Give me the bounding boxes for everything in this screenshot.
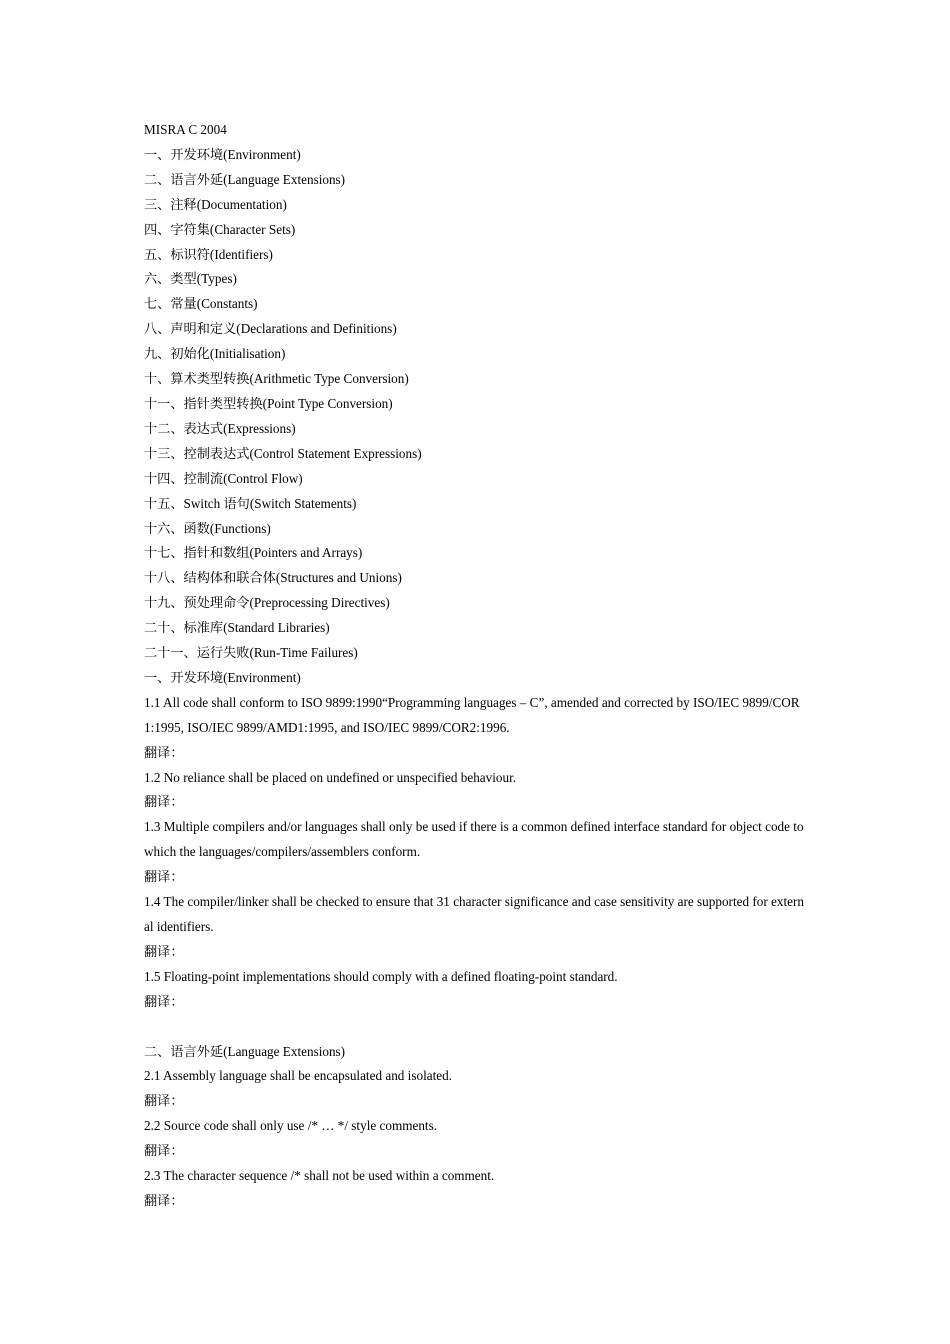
- toc-item: 十六、函数(Functions): [144, 520, 271, 536]
- toc-item: 八、声明和定义(Declarations and Definitions): [144, 321, 397, 337]
- toc-item: 十五、Switch 语句(Switch Statements): [144, 495, 357, 511]
- toc-item: 五、标识符(Identifiers): [144, 246, 273, 262]
- rule-text: 1.4 The compiler/linker shall be checked to ensure that 31 character significance and case sensitivity are supported for external identifiers.: [144, 894, 804, 934]
- toc-item: 六、类型(Types): [144, 271, 237, 287]
- translation-label: 翻译：: [144, 1093, 184, 1109]
- toc-item: 二十一、运行失败(Run-Time Failures): [144, 645, 358, 661]
- rule-text: 1.1 All code shall conform to ISO 9899:1990“Programming languages – C”, amended and corrected by ISO/IEC 9899/COR1:1995, ISO/IEC 9899/AMD1:1995, and ISO/IEC 9899/COR2:1996.: [144, 694, 800, 735]
- translation-label: 翻译：: [144, 794, 184, 810]
- translation-label: 翻译：: [144, 943, 184, 959]
- document-page: [144, 118, 806, 1214]
- rule-text: 1.3 Multiple compilers and/or languages shall only be used if there is a common defined interface standard for object code to which the languages/compilers/assemblers conform.: [144, 819, 807, 860]
- document-title: MISRA C 2004: [144, 122, 227, 137]
- translation-label: 翻译：: [144, 1143, 184, 1159]
- section-environment: [144, 666, 806, 1015]
- toc-item: 十、算术类型转换(Arithmetic Type Conversion): [144, 371, 409, 387]
- translation-label: 翻译：: [144, 1192, 184, 1208]
- translation-label: 翻译：: [144, 869, 184, 885]
- rule-text: 1.2 No reliance shall be placed on undefined or unspecified behaviour.: [144, 769, 517, 785]
- toc-item: 十八、结构体和联合体(Structures and Unions): [144, 570, 402, 586]
- section-language-extensions: [144, 1040, 806, 1214]
- toc-item: 十三、控制表达式(Control Statement Expressions): [144, 445, 422, 461]
- translation-label: 翻译：: [144, 993, 184, 1009]
- rule-text: 2.2 Source code shall only use /* … */ style comments.: [144, 1118, 438, 1134]
- toc-item: 二十、标准库(Standard Libraries): [144, 620, 330, 636]
- toc-item: 十一、指针类型转换(Point Type Conversion): [144, 395, 393, 411]
- table-of-contents: [144, 143, 806, 666]
- toc-item: 九、初始化(Initialisation): [144, 346, 286, 362]
- rule-text: 2.3 The character sequence /* shall not be used within a comment.: [144, 1168, 495, 1184]
- toc-item: 十九、预处理命令(Preprocessing Directives): [144, 595, 390, 611]
- rule-text: 2.1 Assembly language shall be encapsulated and isolated.: [144, 1068, 452, 1084]
- translation-label: 翻译：: [144, 744, 184, 760]
- toc-item: 十七、指针和数组(Pointers and Arrays): [144, 545, 363, 561]
- section-heading: 一、开发环境(Environment): [144, 669, 301, 685]
- toc-item: 三、注释(Documentation): [144, 196, 287, 212]
- rule-text: 1.5 Floating-point implementations should comply with a defined floating-point standard.: [144, 968, 618, 984]
- toc-item: 十二、表达式(Expressions): [144, 420, 296, 436]
- toc-item: 四、字符集(Character Sets): [144, 221, 296, 237]
- paragraph-spacer: [144, 1015, 806, 1040]
- toc-item: 七、常量(Constants): [144, 296, 258, 312]
- toc-item: 十四、控制流(Control Flow): [144, 470, 303, 486]
- section-heading: 二、语言外延(Language Extensions): [144, 1043, 346, 1059]
- toc-item: 二、语言外延(Language Extensions): [144, 171, 346, 187]
- toc-item: 一、开发环境(Environment): [144, 146, 301, 162]
